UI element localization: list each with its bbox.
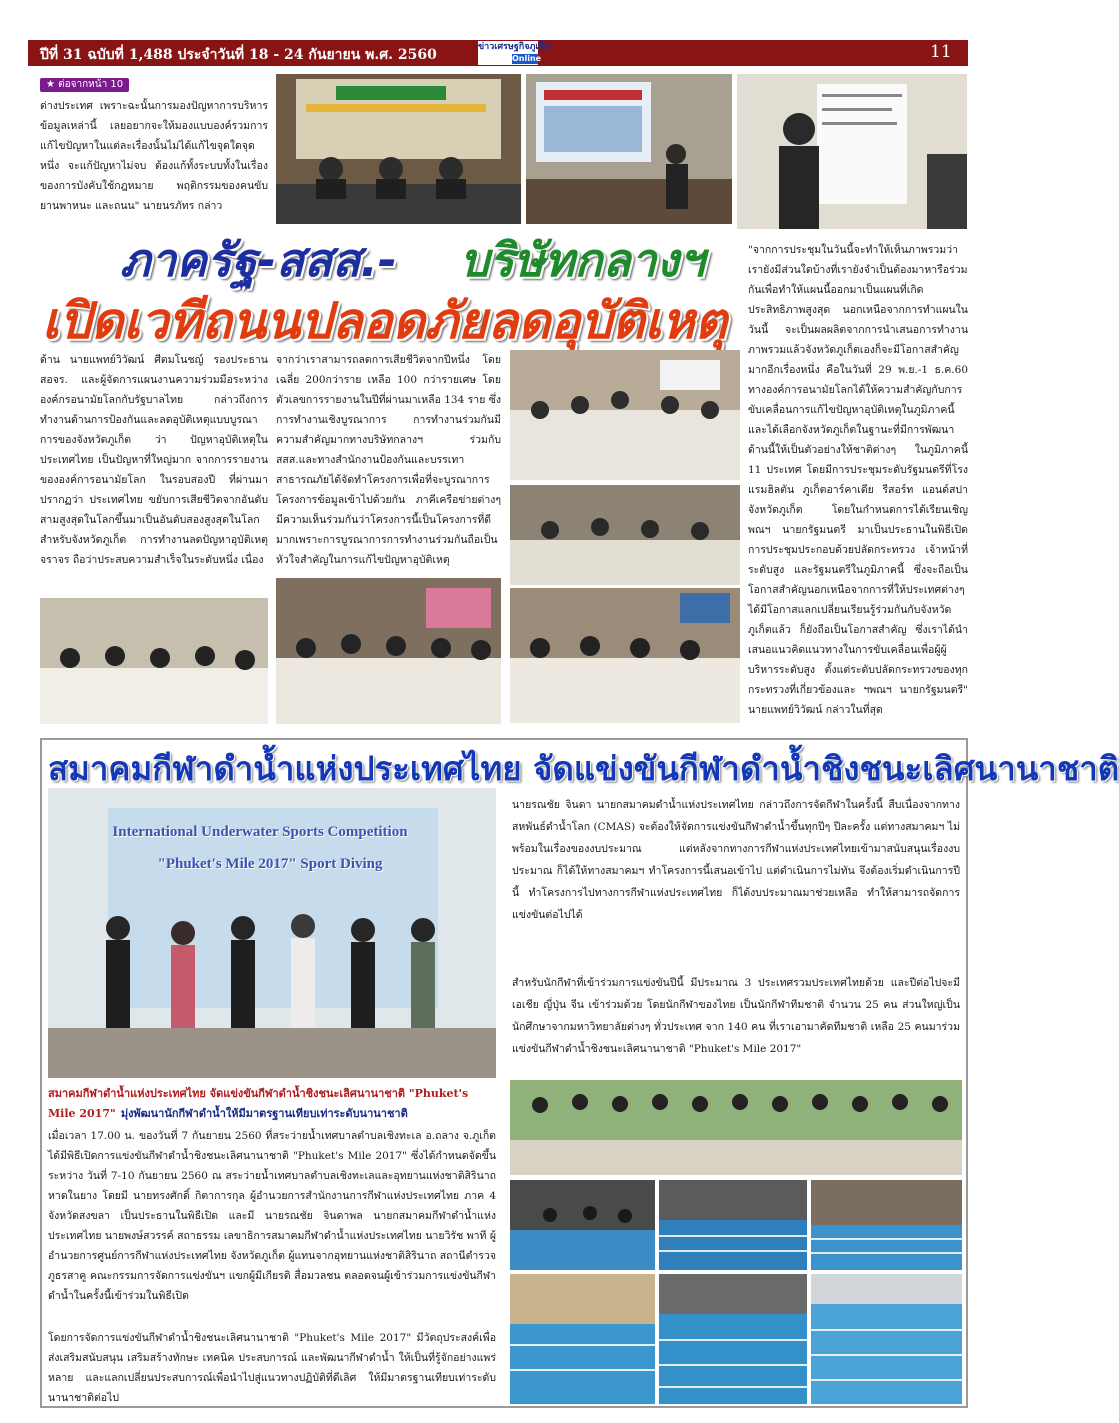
caption-navy: มุ่งพัฒนานักกีฬาดำน้ำให้มีมาตรฐานเทียบเท่าระดับนานาชาติ <box>120 1107 408 1120</box>
article-2-left-para-2: โดยการจัดการแข่งขันกีฬาดำน้ำชิงชนะเลิศนานาชาติ "Phuket's Mile 2017" มีวัตถุประสงค์เพื่อส่งเสริมสนับสนุน เสริมสร้างทักษะ เทคนิค ประสบการณ์ และพัฒนากีฬาดำน้ำ ให้เป็นที่รู้จักอย่างแพร่หลาย และแลกเปลี่ยนประสบการณ์เพื่อนำไปสู่แนวทางปฏิบัติที่ดีเลิศ ให้มีมาตรฐานเทียบเท่าระดับนานาชาติต่อไป <box>48 1332 496 1404</box>
page-number: 11 <box>930 42 952 62</box>
photo-meeting-room <box>510 350 740 480</box>
headline-part-1: ภาครัฐ-สสส.- <box>120 233 397 287</box>
photo-seminar <box>510 485 740 585</box>
banner-title: International Underwater Sports Competition <box>112 824 408 840</box>
photo-press-panel <box>276 74 521 224</box>
issue-line: ปีที่ 31 ฉบับที่ 1,488 ประจำวันที่ 18 - 24 กันยายน พ.ศ. 2560 <box>40 47 437 63</box>
photo-pool-3 <box>811 1180 962 1270</box>
article-column-2: จากว่าเราสามารถลดการเสียชีวิตจากปีหนึ่ง โดยเฉลี่ย 200กว่าราย เหลือ 100 กว่ารายเศษ โดยตัวเลขการรายงานในปีที่ผ่านมาเหลือ 134 ราย ซึ่งการทำงานเชิงบูรณาการ การทำงานร่วมกันมีความสำคัญมากทางบริษัทกลางฯ ร่วมกับ สสส.และทางสำนักงานป้องกันและบรรเทาสาธารณภัยได้จัดทำโครงการเพื่อที่จะบูรณาการโครงการข้อมูลเข้าไปด้วยกัน ภาคีเครือข่ายต่างๆ มีความเห็นร่วมกันว่าโครงการนี้เป็นโครงการที่ดีมากเพราะการบูรณาการการทำงานร่วมกันถือเป็นหัวใจสำคัญในการแก้ไขปัญหาอุบัติเหตุ <box>276 354 501 566</box>
continued-badge <box>40 78 129 92</box>
photo-pool-4 <box>510 1274 655 1404</box>
article-2-right-para-2: สำหรับนักกีฬาที่เข้าร่วมการแข่งขันปีนี้ มีประมาณ 3 ประเทศรวมประเทศไทยด้วย และปีต่อไปจะมีเอเชีย ญี่ปุ่น จีน เข้าร่วมด้วย โดยนักกีฬาของไทย เป็นนักกีฬาทีมชาติ จำนวน 25 คน ส่วนใหญ่เป็นนักศึกษาจากมหาวิทยาลัยต่างๆ ทั่วประเทศ จาก 140 คน ที่เราเอามาคัดทีมชาติ เหลือ 25 คนมาร่วมแข่งขันกีฬาดำน้ำชิงชนะเลิศนานาชาติ "Phuket's Mile 2017" <box>512 977 960 1055</box>
caption-red: สมาคมกีฬาดำน้ำแห่งประเทศไทย จัดแข่งขันกีฬาดำน้ำชิงชนะเลิศนานาชาติ "Phuket's Mile 2017" <box>48 1087 469 1120</box>
article-2-right-para-1: นายรณชัย จินดา นายกสมาคมดำน้ำแห่งประเทศไทย กล่าวถึงการจัดกีฬาในครั้งนี้ สืบเนื่องจากทางสหพันธ์ดำน้ำโลก (CMAS) จะต้องให้จัดการแข่งขันกีฬาดำน้ำขึ้นทุกปีๆ ปีละครั้ง แต่ทางสมาคมฯ ไม่พร้อมในเรื่องของงบประมาณ แต่หลังจากทางการกีฬาแห่งประเทศไทยเข้ามาสนับสนุนเรื่องงบประมาณ ก็ได้ให้ทางสมาคมฯ ทำโครงการนี้เสนอเข้าไป แต่ดำเนินการไม่ทัน จึงต้องเริ่มดำเนินการปีนี้ ทำโครงการไปทางการกีฬาแห่งประเทศไทย ก็ได้งบประมาณมาช่วยเหลือ ทำให้สามารถจัดการแข่งขันต่อไปได้ <box>512 799 960 921</box>
logo-text: ข่าวเศรษฐกิจภูเก็ต <box>478 42 550 52</box>
article-2-headline: สมาคมกีฬาดำน้ำแห่งประเทศไทย จัดแข่งขันกีฬาดำน้ำชิงชนะเลิศนานาชาติ <box>48 749 1119 788</box>
article-2-caption <box>48 1082 496 1124</box>
article-column-4: "จากการประชุมในวันนี้จะทำให้เห็นภาพรวมว่าเรายังมีส่วนใดบ้างที่เรายังจำเป็นต้องมาหารือร่วมกันเพื่อทำให้แผนนี้ออกมาเป็นแผนที่เกิดประสิทธิภาพสูงสุด นอกเหนือจากการทำแผนในวันนี้ จะเป็นผลผลิตจากการนำเสนอการทำงานภาพรวมแล้วจังหวัดภูเก็ตเองก็จะมีโอกาสสำคัญมากอีกเรื่องหนึ่ง คือในวันที่ 29 พ.ย.-1 ธ.ค.60 ทางองค์การอนามัยโลกได้ให้ความสำคัญกับการขับเคลื่อนการแก้ไขปัญหาอุบัติเหตุในภูมิภาคนี้ และได้เลือกจังหวัดภูเก็ตในฐานะที่มีการพัฒนาด้านนี้ให้เป็นตัวอย่างให้ชาติต่างๆ ในภูมิภาคนี้ 11 ประเทศ โดยมีการประชุมระดับรัฐมนตรีที่โรงแรมฮิลตัน ภูเก็ตอาร์คาเดีย รีสอร์ท แอนด์สปา จังหวัดภูเก็ต โดยในกำหนดการได้เรียนเชิญ พณฯ นายกรัฐมนตรี มาเป็นประธานในพิธีเปิดการประชุมประกอบด้วยปลัดกระทรวง เจ้าหน้าที่ระดับสูง และรัฐมนตรีในภูมิภาคนี้ ซึ่งจะถือเป็นโอกาสสำคัญนอกเหนือจากการที่ให้ประเทศต่างๆ ได้มีโอกาสแลกเปลี่ยนเรียนรู้ร่วมกันกับจังหวัดภูเก็ตแล้ว ก็ยังถือเป็นโอกาสสำคัญ ซึ่งเราได้นำเสนอแนวคิดแนวทางในการขับเคลื่อนเพื่อผู้ผู้บริหารระดับสูง ตั้งแต่ระดับปลัดกระทรวงของทุกกระทรวงที่เกี่ยวข้องและ ฯพณฯ นายกรัฐมนตรี" นายแพทย์วิวัฒน์ กล่าวในที่สุด <box>748 244 968 716</box>
logo-online-tag: Online <box>512 54 542 63</box>
lead-paragraph: ต่างประเทศ เพราะฉะนั้นการมองปัญหาการบริหาร ข้อมูลเหล่านี้ เลยอยากจะให้มองแบบองค์รวมการ แก้ไขปัญหาในแต่ละเรื่องนั้นไม่ได้แก้ไขจุดใดจุด หนึ่ง จะแก้ปัญหาไม่จบ ต้องแก้ทั้งระบบทั้งในเรื่อง ของการบังคับใช้กฎหมาย พฤติกรรมของคนขับ ยานพาหนะ และถนน" นายนรภัทร กล่าว <box>40 100 268 212</box>
article-column-1: ด้าน นายแพทย์วิวัฒน์ ศีตมโนชญ์ รองประธาน สอจร. และผู้จัดการแผนงานความร่วมมือระหว่างองค์กรอนามัยโลกกับรัฐบาลไทย กล่าวถึงการทำงานด้านการป้องกันและลดอุบัติเหตุแบบบูรณาการของจังหวัดภูเก็ต ว่า ปัญหาอุบัติเหตุในประเทศไทย เป็นปัญหาที่ใหญ่มาก จากการรายงานขององค์การอนามัยโลก ในรอบสองปี ที่ผ่านมาปรากฏว่า ประเทศไทย ขยับการเสียชีวิตจากอันดับสามสูงสุดในโลกขึ้นมาเป็นอันดับสองสูงสุดในโลก สำหรับจังหวัดภูเก็ต การทำงานลดปัญหาอุบัติเหตุจราจร ถือว่าประสบความสำเร็จในระดับหนึ่ง เนื่อง <box>40 354 268 566</box>
photo-speaker-woman <box>737 74 967 229</box>
continued-label: ต่อจากหน้า 10 <box>58 79 124 90</box>
photo-officials-table <box>40 598 268 724</box>
photo-conference-hall <box>276 578 501 724</box>
banner-subtitle: "Phuket's Mile 2017" Sport Diving <box>157 856 383 872</box>
photo-pool-5 <box>659 1274 807 1404</box>
photo-pool-6 <box>811 1274 962 1404</box>
photo-pool-2 <box>659 1180 807 1270</box>
photo-round-table <box>510 588 740 723</box>
article-2-left-para-1: เมื่อเวลา 17.00 น. ของวันที่ 7 กันยายน 2560 ที่สระว่ายน้ำเทศบาลตำบลเชิงทะเล อ.ถลาง จ.ภูเก็ต ได้มีพิธีเปิดการแข่งขันกีฬาดำน้ำชิงชนะเลิศนานาชาติ "Phuket's Mile 2017" ซึ่งได้กำหนดจัดขึ้นระหว่าง วันที่ 7-10 กันยายน 2560 ณ สระว่ายน้ำเทศบาลตำบลเชิงทะเลและอุทยานแห่งชาติสิรินาถ หาดในยาง โดยมี นายทรงศักดิ์ กิตาการกุล ผู้อำนวยการสำนักงานการกีฬาแห่งประเทศไทย ภาค 4 จังหวัดสงขลา เป็นประธานในพิธีเปิด และมี นายรณชัย จินดาพล นายกสมาคมกีฬาดำน้ำแห่งประเทศไทย นายพงษ์สวรรค์ สถาธรรม เลขาธิการสมาคมกีฬาดำน้ำแห่งประเทศไทย นายวิรัช พาที ผู้อำนวยการศูนย์การกีฬาแห่งประเทศไทย จังหวัดภูเก็ต ผู้แทนจากอุทยานแห่งชาติสิรินาถ สถานีตำรวจภูธรสาคู คณะกรรมการจัดการแข่งขันฯ แขกผู้มีเกียรติ สื่อมวลชน ตลอดจนผู้เข้าร่วมการแข่งขันกีฬาดำน้ำในครั้งนี้เข้าร่วมในพิธีเปิด <box>48 1130 496 1302</box>
star-icon: ★ <box>46 79 59 90</box>
photo-pool-1 <box>510 1180 655 1270</box>
headline-part-3: เปิดเวทีถนนปลอดภัยลดอุบัติเหตุ <box>42 292 728 350</box>
photo-divers-group <box>510 1080 962 1175</box>
headline-part-2: บริษัทกลางฯ <box>460 233 705 287</box>
photo-presenter <box>526 74 732 224</box>
